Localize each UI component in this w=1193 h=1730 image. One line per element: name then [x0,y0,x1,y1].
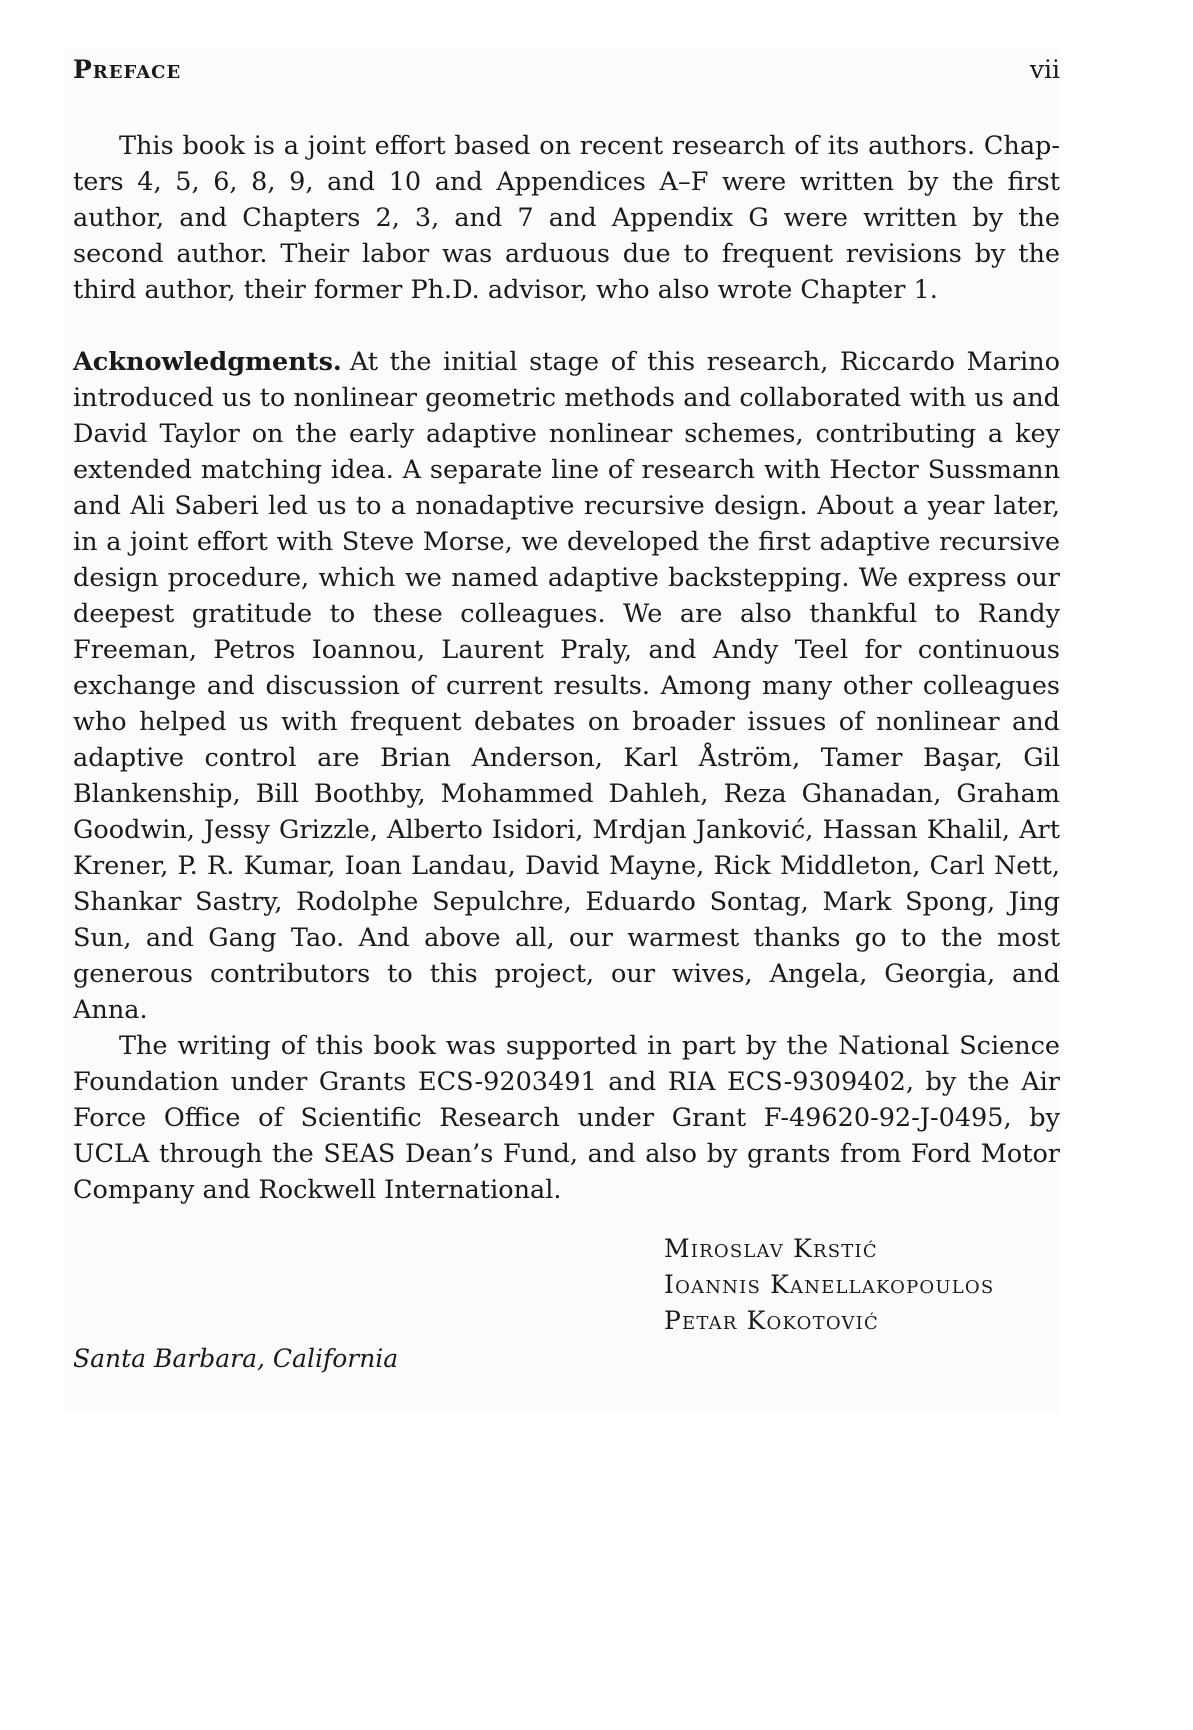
acknowledgments-heading: Acknowledgments. [73,347,342,377]
author-signatures [664,1231,994,1339]
author-name: Miroslav Krstić [664,1234,878,1263]
support-paragraph: The writing of this book was supported in part by the National Science Foundation under Grants ECS-9203491 and RIA ECS-9309402, by the Air Force Office of Scientific Research under Grant F-49620-92-J-0495, by UCLA through the SEAS Dean’s Fund, and also by grants from Ford Motor Company and Rockwell International. [73,1031,1060,1205]
author-name: Ioannis Kanellakopoulos [664,1270,995,1299]
page-number: vii [1029,55,1060,84]
acknowledgments-paragraph [73,344,1060,1028]
place-line: Santa Barbara, California [73,1344,399,1373]
author-name: Petar Kokotović [664,1306,879,1335]
chapter-title: Preface [73,55,182,84]
preface-body [73,128,1060,1208]
running-head [73,52,1060,88]
intro-paragraph: This book is a joint effort based on recent research of its authors. Chapters 4, 5, 6, 8, 9, and 10 and Appendices A–F were written by the first author, and Chapters 2, 3, and 7 and Appendix G were written by the second author. Their labor was arduous due to frequent revisions by the third author, their former Ph.D. advisor, who also wrote Chapter 1. [73,131,1060,305]
acknowledgments-text: At the initial stage of this research, Riccardo Marino introduced us to nonlinear geometric methods and collaborated with us and David Taylor on the early adaptive nonlinear schemes, contributing a key extended matching idea. A separate line of research with Hector Sussmann and Ali Saberi led us to a nonadaptive recursive design. About a year later, in a joint effort with Steve Morse, we developed the first adaptive recursive design procedure, which we named adaptive backstepping. We express our deepest gratitude to these colleagues. We are also thankful to Randy Freeman, Petros Ioannou, Laurent Praly, and Andy Teel for continuous exchange and discussion of current results. Among many other colleagues who helped us with frequent debates on broader issues of nonlinear and adaptive control are Brian Anderson, Karl Åström, Tamer Başar, Gil Blankenship, Bill Boothby, Mohammed Dahleh, Reza Ghanadan, Graham Goodwin, Jessy Grizzle, Alberto Isidori, Mrdjan Janković, Hassan Khalil, Art Krener, P. R. Kumar, Ioan Landau, David Mayne, Rick Middleton, Carl Nett, Shankar Sastry, Rodolphe Sepulchre, Eduardo Sontag, Mark Spong, Jing Sun, and Gang Tao. And above all, our warmest thanks go to the most generous contributors to this project, our wives, Angela, Georgia, and Anna. [73,347,1060,1025]
